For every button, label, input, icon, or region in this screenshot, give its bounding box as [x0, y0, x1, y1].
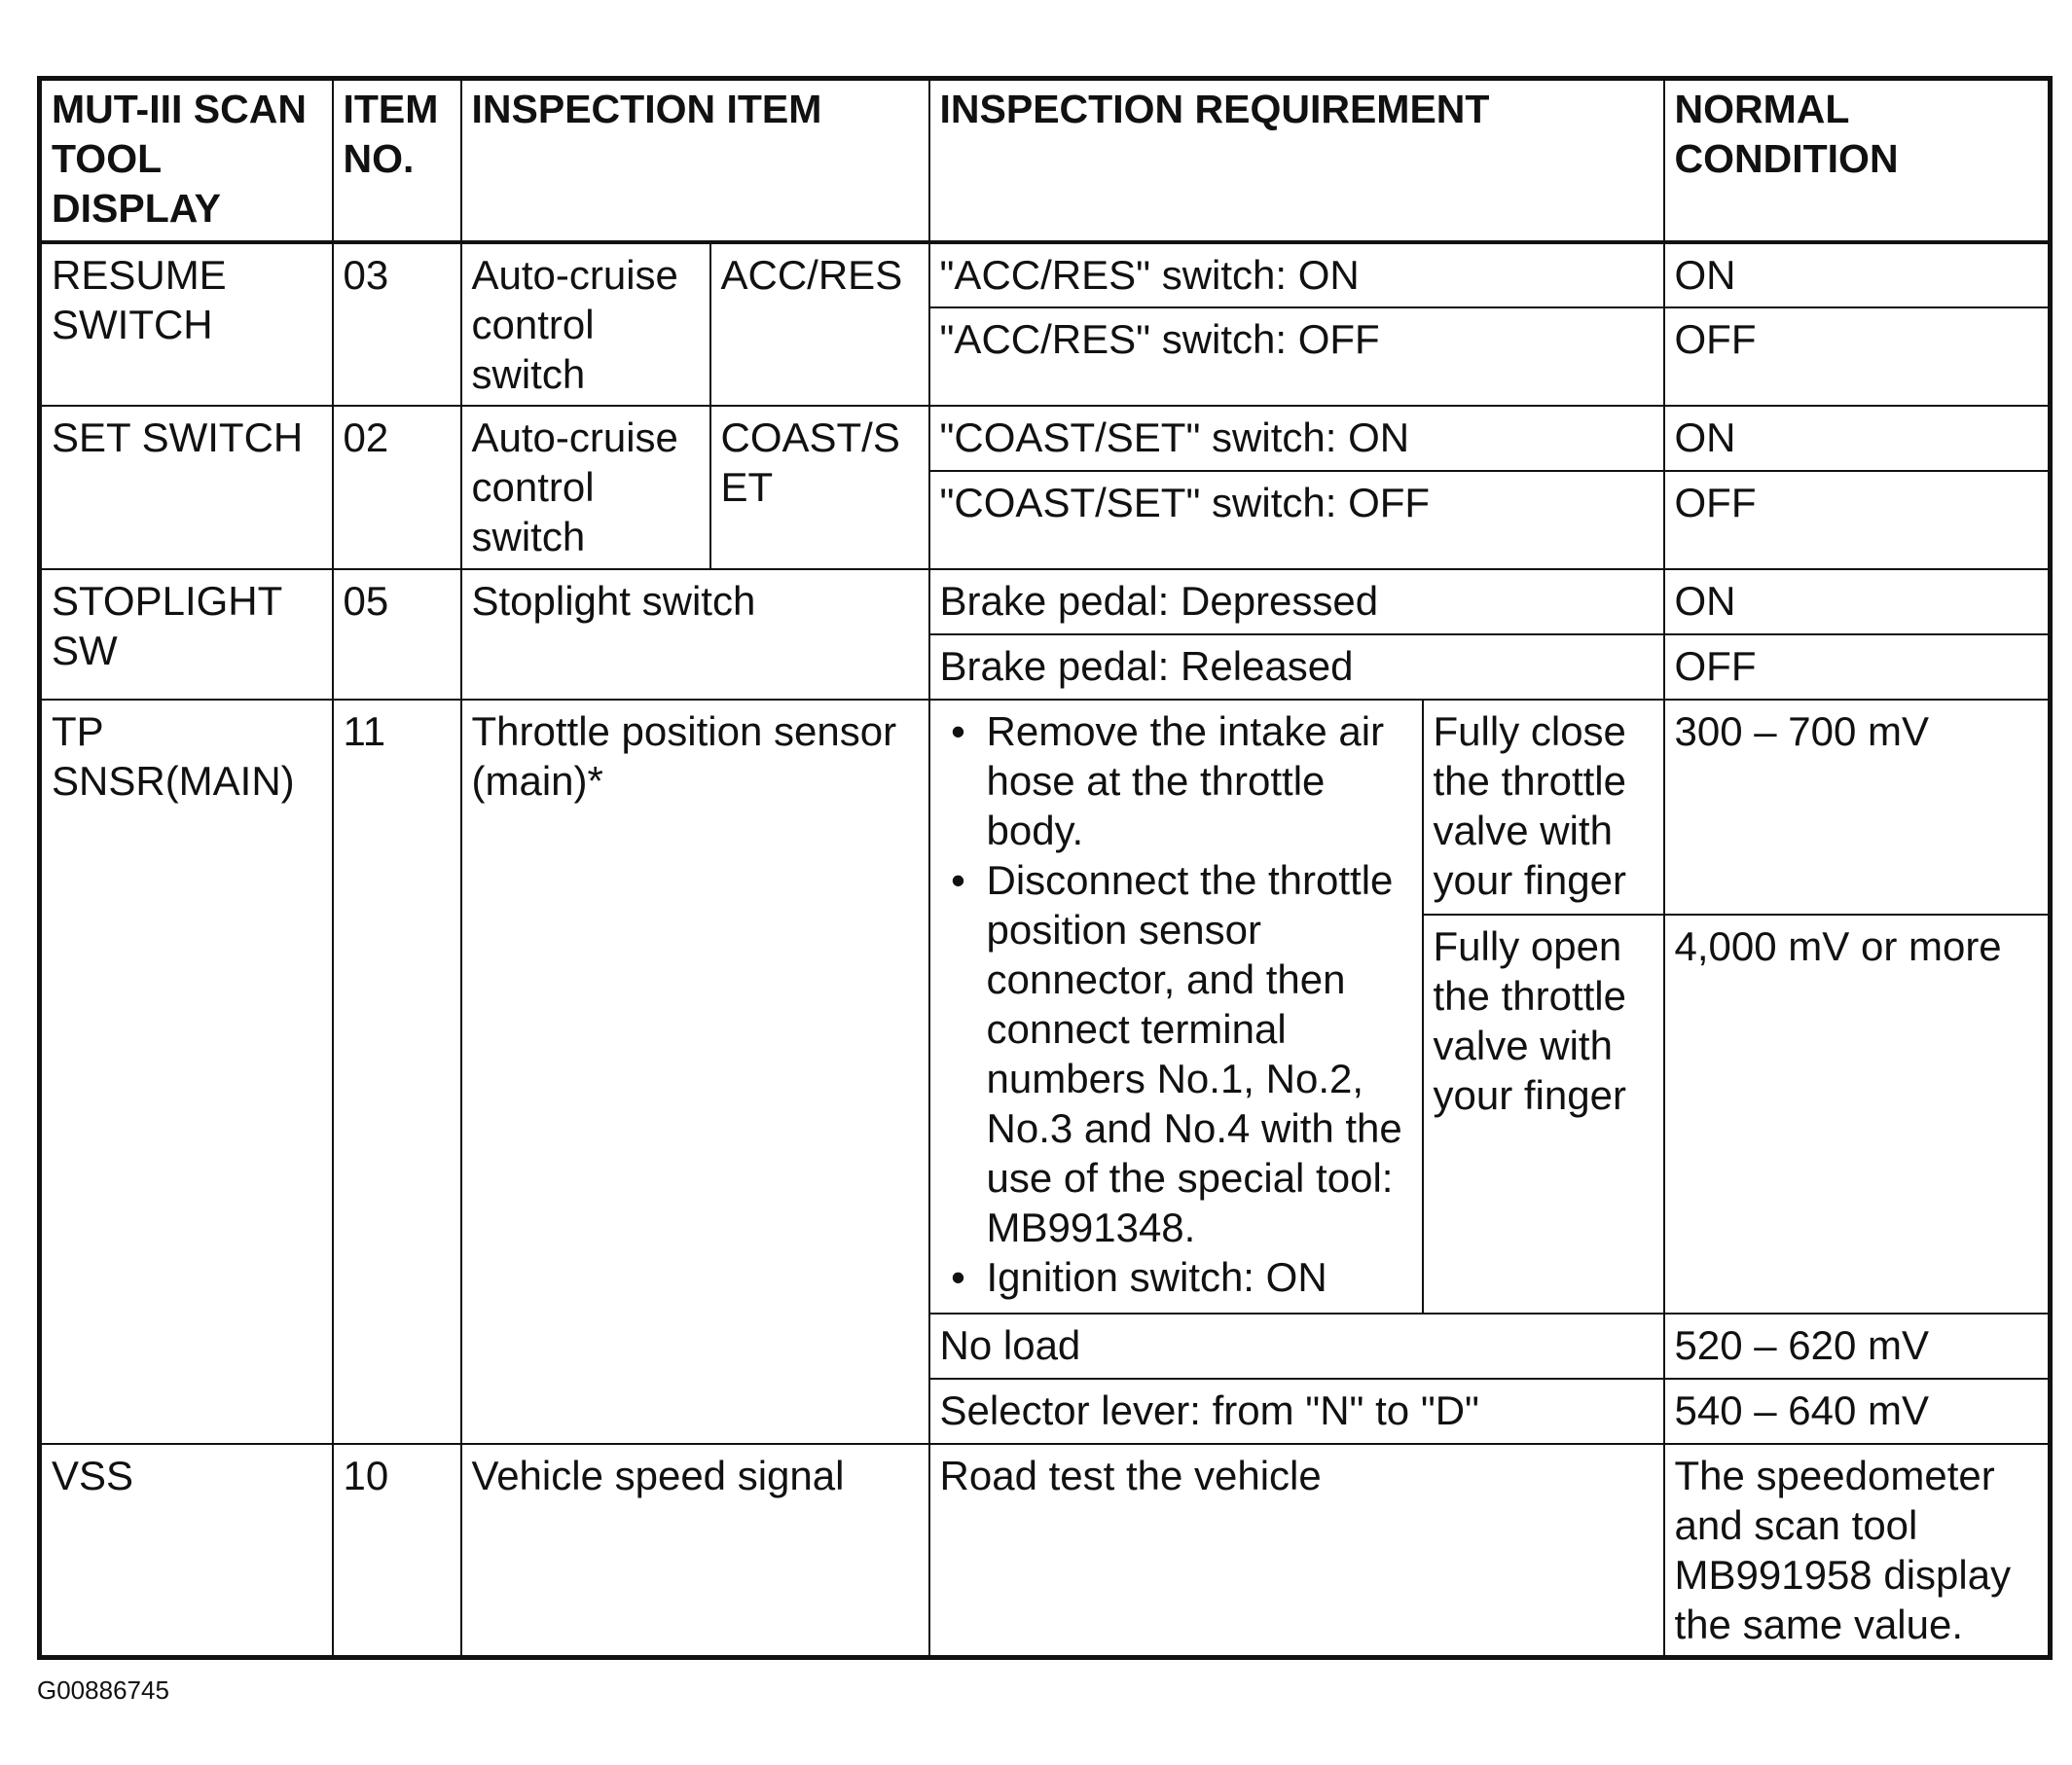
normal-condition-cell: 540 – 640 mV — [1664, 1379, 2051, 1444]
requirement-steps-list — [940, 706, 1412, 1302]
item-no-cell: 05 — [333, 569, 461, 700]
inspection-item-cell: Throttle position sensor (main)* — [461, 700, 929, 1444]
requirement-cell: "ACC/RES" switch: ON — [929, 242, 1664, 307]
normal-condition-cell: 300 – 700 mV — [1664, 700, 2051, 914]
requirement-cell: "COAST/SET" switch: ON — [929, 406, 1664, 471]
header-item-no: ITEM NO. — [333, 79, 461, 242]
requirement-cell: Road test the vehicle — [929, 1444, 1664, 1657]
requirement-cell: "ACC/RES" switch: OFF — [929, 307, 1664, 406]
normal-condition-cell: ON — [1664, 406, 2051, 471]
sub-item-cell: ACC/RES — [710, 242, 929, 406]
header-inspection-item: INSPECTION ITEM — [461, 79, 929, 242]
bullet-icon: • — [951, 857, 965, 904]
condition-cell: Fully close the throttle valve with your finger — [1423, 700, 1664, 914]
requirement-steps-cell — [929, 700, 1423, 1314]
table-row — [40, 406, 2051, 471]
inspection-table — [37, 76, 2053, 1660]
bullet-icon: • — [951, 708, 965, 755]
item-no-cell: 11 — [333, 700, 461, 1444]
bullet-icon: • — [951, 1254, 965, 1301]
normal-condition-cell: 4,000 mV or more — [1664, 915, 2051, 1315]
header-scan-tool-display: MUT-III SCAN TOOL DISPLAY — [40, 79, 333, 242]
list-item — [951, 706, 1412, 855]
list-item — [951, 1252, 1412, 1302]
requirement-cell: Selector lever: from "N" to "D" — [929, 1379, 1664, 1444]
step-text: Remove the intake air hose at the throttle body. — [986, 708, 1385, 854]
normal-condition-cell: OFF — [1664, 307, 2051, 406]
display-cell: SET SWITCH — [40, 406, 333, 569]
item-no-cell: 03 — [333, 242, 461, 406]
step-text: Disconnect the throttle position sensor connector, and then connect terminal numbers No.1, No.2, No.3 and No.4 with the use of the special tool: MB991348. — [986, 857, 1402, 1251]
inspection-item-cell: Vehicle speed signal — [461, 1444, 929, 1657]
normal-condition-cell: The speedometer and scan tool MB991958 display the same value. — [1664, 1444, 2051, 1657]
list-item — [951, 855, 1412, 1252]
header-normal-condition: NORMAL CONDITION — [1664, 79, 2051, 242]
step-text: Ignition switch: ON — [986, 1254, 1327, 1301]
normal-condition-cell: OFF — [1664, 634, 2051, 700]
table-row — [40, 700, 2051, 914]
requirement-cell: Brake pedal: Depressed — [929, 569, 1664, 634]
sub-item-cell: COAST/SET — [710, 406, 929, 569]
header-row — [40, 79, 2051, 242]
table-row — [40, 242, 2051, 307]
table-row — [40, 1444, 2051, 1657]
display-cell: STOPLIGHT SW — [40, 569, 333, 700]
header-inspection-requirement: INSPECTION REQUIREMENT — [929, 79, 1664, 242]
figure-id: G00886745 — [37, 1675, 169, 1705]
display-cell: VSS — [40, 1444, 333, 1657]
item-no-cell: 02 — [333, 406, 461, 569]
normal-condition-cell: ON — [1664, 242, 2051, 307]
table-row — [40, 569, 2051, 634]
inspection-item-cell: Auto-cruise control switch — [461, 406, 710, 569]
display-cell: TP SNSR(MAIN) — [40, 700, 333, 1444]
condition-cell: Fully open the throttle valve with your finger — [1423, 915, 1664, 1315]
normal-condition-cell: 520 – 620 mV — [1664, 1314, 2051, 1379]
inspection-item-cell: Auto-cruise control switch — [461, 242, 710, 406]
display-cell: RESUME SWITCH — [40, 242, 333, 406]
requirement-cell: No load — [929, 1314, 1664, 1379]
normal-condition-cell: ON — [1664, 569, 2051, 634]
inspection-item-cell: Stoplight switch — [461, 569, 929, 700]
item-no-cell: 10 — [333, 1444, 461, 1657]
requirement-cell: "COAST/SET" switch: OFF — [929, 471, 1664, 569]
requirement-cell: Brake pedal: Released — [929, 634, 1664, 700]
normal-condition-cell: OFF — [1664, 471, 2051, 569]
